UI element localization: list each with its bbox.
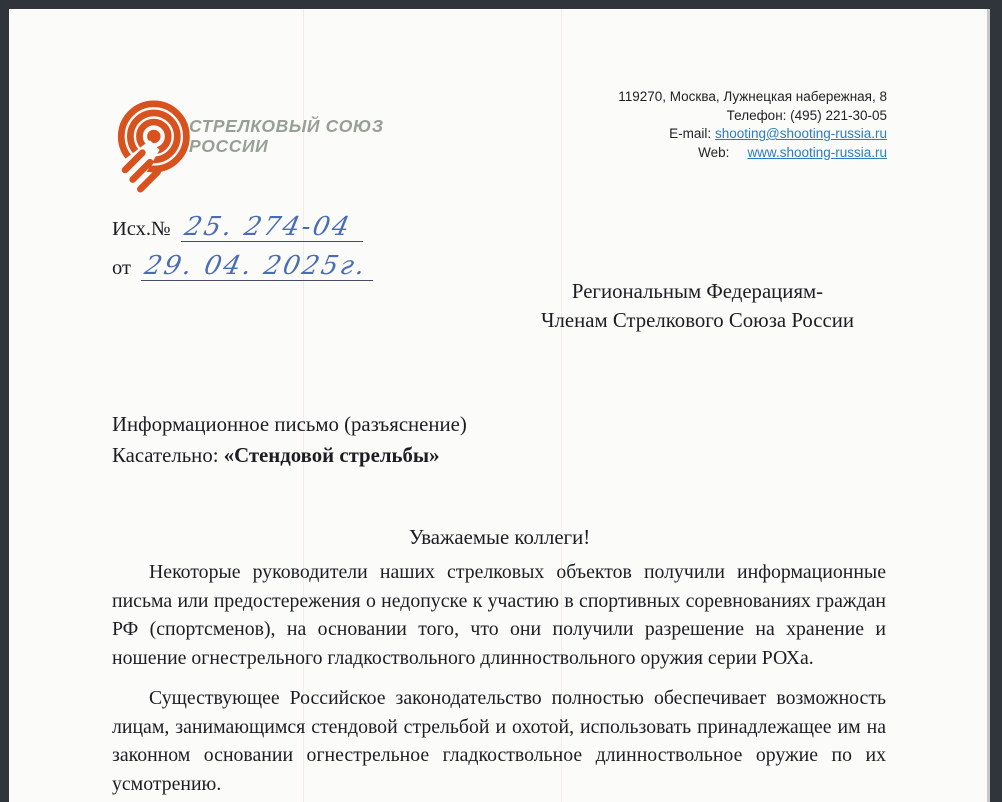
letter-page: [9, 9, 990, 802]
web-link: www.shooting-russia.ru: [747, 144, 887, 160]
outgoing-label: Исх.№: [112, 218, 171, 240]
addressee-block: [505, 277, 890, 335]
outgoing-number-row: [112, 214, 373, 253]
subject-line1: Информационное письмо (разъяснение): [112, 413, 467, 436]
contact-block: [618, 88, 887, 162]
body-paragraph-1: Некоторые руководители наших стрелковых объектов получили информационные письма или предостережения о недопуске к участию в спортивных соревнованиях граждан РФ (спортсменов), на основании того, что они получили разрешение на хранение и ношение огнестрельного гладкоствольного длинноствольного оружия серии РОХа.: [112, 561, 886, 669]
date-line: [141, 253, 373, 281]
outgoing-number-handwritten: 25. 274-04: [181, 212, 354, 242]
outgoing-number-line: [181, 214, 363, 242]
contact-email: [618, 125, 887, 144]
reference-block: [112, 214, 373, 292]
subject-line2-label: Касательно:: [112, 443, 219, 467]
subject-block: [112, 410, 467, 471]
phone-label: Телефон:: [726, 107, 787, 123]
web-label: Web:: [698, 144, 730, 160]
phone-value: (495) 221-30-05: [790, 107, 887, 123]
org-name: [189, 116, 384, 156]
org-name-line1: СТРЕЛКОВЫЙ СОЮЗ: [189, 116, 384, 136]
shooting-union-logo-icon: [104, 96, 196, 196]
greeting: Уважаемые коллеги!: [408, 526, 591, 549]
contact-web: [618, 144, 887, 163]
date-row: [112, 253, 373, 292]
email-link: shooting@shooting-russia.ru: [714, 126, 887, 141]
contact-phone: [618, 107, 887, 126]
addressee-line1: Региональным Федерациям-: [571, 280, 824, 303]
contact-address: 119270, Москва, Лужнецкая набережная, 8: [618, 89, 887, 104]
subject-line2: [112, 441, 467, 472]
addressee-line2: Членам Стрелкового Союза России: [540, 309, 855, 332]
date-label: от: [112, 257, 131, 279]
subject-line2-value: «Стендовой стрельбы»: [223, 443, 440, 467]
body-paragraph-2: Существующее Российское законодательство полностью обеспечивает возможность лицам, занимающимся стендовой стрельбой и охотой, использовать принадлежащее им на законном основании огнестрельное гладкоствольное длинноствольное оружие по их усмотрению.: [112, 687, 886, 795]
org-name-line2: РОССИИ: [189, 136, 269, 156]
date-handwritten: 29. 04. 2025г.: [141, 251, 371, 281]
email-label: E-mail:: [669, 126, 712, 141]
